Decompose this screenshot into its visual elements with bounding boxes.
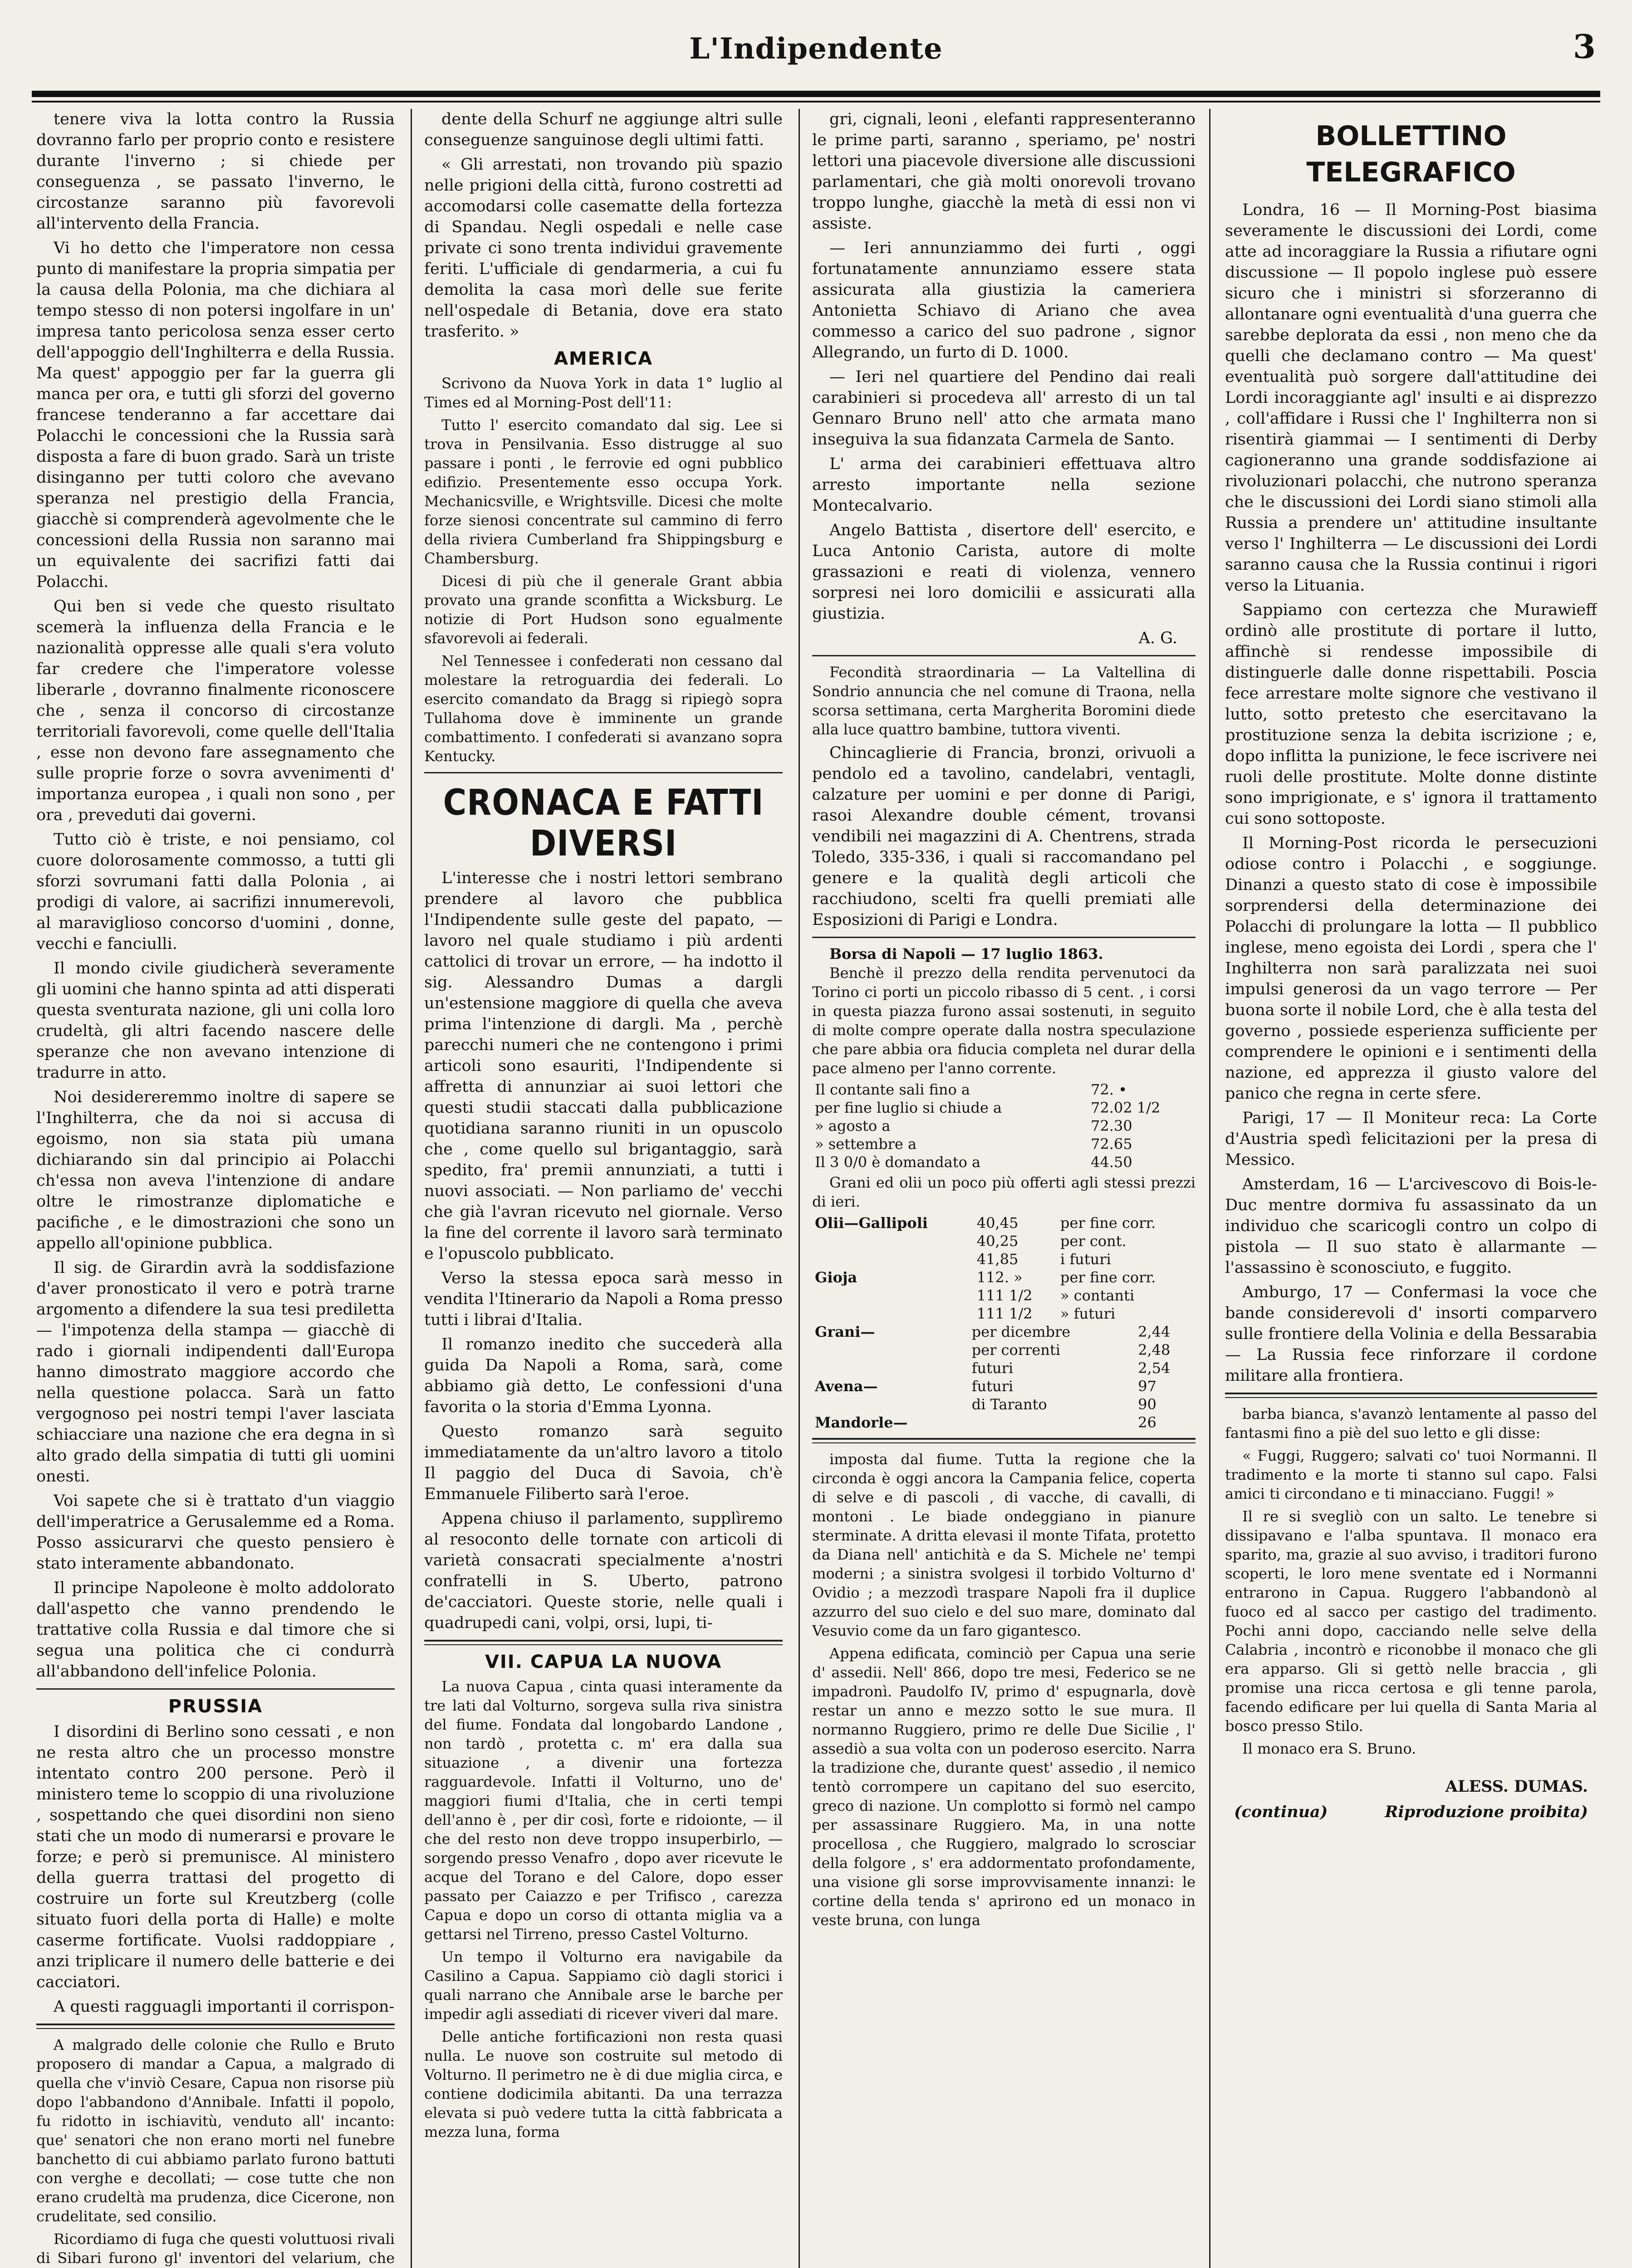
america-article [424, 374, 783, 766]
prussia-heading: PRUSSIA [168, 1696, 263, 1717]
paragraph: Tutto l' esercito comandato dal sig. Lee si trova in Pensilvania. Esso distrugge al suo passare i ponti , le ferrovie ed ogni pubblico edifizio. Presentemente esso occupa York. Mechanicsville, e Wrightsville. Dicesi che molte forze sienosi concentrate sul cammino di ferro della riviera Cumberland fra Shippingsburg e Chambersburg. [424, 416, 783, 567]
column-divider [1209, 109, 1211, 2268]
paragraph: « Gli arrestati, non trovando più spazio nelle prigioni della città, furono costretti ad accomodarsi colle casematte della fortezza di Spandau. Negli ospedali e nelle case private ci sono trenta individui gravemente feriti. L'ufficiale di gendarmeria, a cui fu demolita la casa morì delle sue ferite nell'ospedale di Betania, dove era stato trasferito. » [424, 156, 783, 341]
separator [812, 937, 1196, 938]
table-cell: » contanti [1060, 1287, 1135, 1304]
paragraph: Appena edificata, cominciò per Capua una serie d' assedii. Nell' 866, dopo tre mesi, Federico se ne impadronì. Paudolfo IV, primo d' espugnarla, dovè restar un anno e mezzo sotto le sue mura. Il normanno Ruggiero, primo re delle Due Sicilie , l' assediò a sua volta con un poderoso esercito. Narra la tradizione che, durante quest' assedio , il nemico tentò corrompere un capitano del suo esercito, greco di nazione. Un complotto si formò nel campo per assassinare Ruggiero. Ma, in una notte procellosa , che Ruggiero, malgrado lo scrosciar della folgore , s' era addormentato profondamente, una visione gli sorse improvvisamente innanzi: le cortine della tenda s' aprirono ed un monaco in veste bruna, con lunga [812, 1645, 1196, 1929]
column-4 [1225, 109, 1597, 2268]
page-number: 3 [1573, 27, 1596, 66]
table-cell: per fine corr. [1060, 1269, 1156, 1286]
paragraph: La nuova Capua , cinta quasi interamente da tre lati dal Volturno, sorgeva sulla riva sinistra del fiume. Fondata dal longobardo Landone , non tardò , protetta c. m' era dalla sua situazione , a divenir una fortezza ragguardevole. Infatti il Volturno, uno de' maggiori fiumi d'Italia, che in certi tempi dell'anno è , per dir così, forte e ridoionte, — il che del resto non deve troppo insuperbirlo, — sorgendo presso Venafro , dopo aver ricevute le acque del Torano e del Calore, dopo esser passato per Caiazzo e per Trifisco , carezza Capua e dopo un corso di ottanta miglia va a gettarsi nel Tirreno, presso Castel Volturno. [424, 1678, 783, 1943]
fecondita-notice: Fecondità straordinaria — La Valtellina di Sondrio annuncia che nel comune di Traona, nella scorsa settimana, certa Margherita Boromini diede alla luce quattro bambine, tuttora viventi. [812, 664, 1196, 738]
paragraph: Il principe Napoleone è molto addolorato dall'aspetto che vanno prendendo le trattative colla Russia e dal timore che si segua una politica che ci condurrà all'abbandono dell'infelice Polonia. [36, 1579, 395, 1681]
paragraph: Tutto ciò è triste, e noi pensiamo, col cuore dolorosamente commosso, a tutti gli sforzi sovrumani fatti dalla Polonia , ai prodigi di valore, ai sacrifizi innumerevoli, al maraviglioso concorso d'uomini , donne, vecchi e fanciulli. [36, 831, 395, 953]
table-cell [812, 1305, 974, 1323]
separator [36, 1688, 395, 1690]
table-cell [812, 1250, 974, 1268]
table-cell [812, 1232, 974, 1250]
table-cell: di Taranto [971, 1396, 1047, 1413]
politics-article [36, 109, 395, 1682]
rendita-row [812, 1135, 1196, 1153]
capua-heading: VII. CAPUA LA NUOVA [485, 1652, 722, 1672]
cronaca-heading: CRONACA E FATTI DIVERSI [443, 782, 764, 864]
column-1 [36, 109, 395, 2268]
table-cell: 90 [1138, 1396, 1157, 1413]
paragraph: L'interesse che i nostri lettori sembrano prendere al lavoro che pubblica l'Indipendente sulle geste del papato, — lavoro nel quale studiamo i più ardenti cattolici di trovar un errore, — ha indotto il sig. Alessandro Dumas a dargli un'estensione maggiore di quella che aveva prima l'intenzione di dargli. Ma , perchè parecchi numeri che ne contengono i primi articoli sono esauriti, l'Indipendente si affretta di annunziar ai suoi lettori che questi studii staccati dalla pubblicazione quotidiana saranno riuniti in un opuscolo che , come quello sul brigantaggio, sarà spedito, fra' premii annunziati, a tutti i nuovi associati. — Non parliamo de' vecchi che già l'avran ricevuto nel giornale. Verso la fine del corrente il lavoro sarà terminato e l'opuscolo pubblicato. [424, 869, 783, 1263]
paragraph: Londra, 16 — Il Morning-Post biasima severamente le discussioni dei Lordi, come atte ad incoraggiare la Russia a rifiutare ogni discussione — Il popolo inglese può essere sicuro che i ministri si sforzeranno di allontanare ogni eventualità d'una guerra che sarebbe deplorata da essi , non meno che da quelli che declamano contro — Ma quest' eventualità può sorgere dall'attitudine dei Lordi incoraggiante agl' insulti e ai disprezzo , coll'affidare i Russi che l' Inghilterra non si risentirà giammai — I sentimenti di Derby cagioneranno una grande soddisfazione ai rivoluzionari polacchi, che nutrono speranza che le discussioni dei Lordi siano stimoli alla Russia a prendere un' attitudine insultante verso l' Inghilterra — Le discussioni dei Lordi saranno causa che la Russia continui i rigori verso la Lituania. [1225, 201, 1597, 595]
table-cell: Olii—Gallipoli [815, 1214, 928, 1232]
table-cell: 111 1/2 [976, 1287, 1033, 1304]
table-cell: 41,85 [976, 1251, 1019, 1268]
table-cell: » agosto a [815, 1117, 891, 1134]
feuilleton-capua-continued [812, 1450, 1196, 1930]
feuilleton-rule [424, 1640, 783, 1645]
table-cell: 111 1/2 [976, 1305, 1033, 1322]
column-2 [424, 109, 783, 2268]
table-cell: Il contante sali fino a [815, 1081, 970, 1098]
grani-row [812, 1359, 1196, 1377]
table-cell: futuri [971, 1359, 1014, 1377]
paragraph: Voi sapete che si è trattato d'un viaggio dell'imperatrice a Gerusalemme ed a Roma. Posso assicurarvi che questo pensiero è stato interamente abbandonato. [36, 1492, 395, 1573]
table-cell: 2,44 [1138, 1323, 1171, 1340]
grani-row [812, 1323, 1196, 1341]
paragraph: Il Morning-Post ricorda le persecuzioni odiose contro i Polacchi , e soggiunge. Dinanzi a questo stato di cose è impossibile sorprendersi della determinazione dei Polacchi di prolungare la lotta — Il pubblico inglese, meno egoista dei Lordi , spera che l' Inghilterra non sarà paralizzata nei suoi impulsi generosi da un vago terrore — Per buona sorte il nobile Lord, che è alla testa del governo , possiede esperienza sufficiente per comprendere le opinioni e i sentimenti della nazione, ed apprezza il giusto valore del panico che regna in certe sfere. [1225, 834, 1597, 1103]
table-cell: 44.50 [1091, 1154, 1132, 1171]
paragraph: Appena chiuso il parlamento, supplìremo al resoconto delle tornate con articoli di varietà consacrati specialmente a'nostri confratelli in S. Uberto, patrono de'cacciatori. Queste storie, nelle quali i quadrupedi cani, volpi, orsi, lupi, ti- [424, 1510, 783, 1632]
paragraph: Sappiamo con certezza che Murawieff ordinò alle prostitute di portare il lutto, affinchè si rendesse impossibile di distinguerle dalle donne rispettabili. Poscia fece arrestare molte signore che vestivano il lutto, sotto pretesto che esercitavano la prostituzione senza la debita iscrizione ; e, dopo inflitta la punizione, le fece iscrivere nei ruoli delle prostitute. Molte donne distinte sono imprigionate, e s' ignora il trattamento cui sono sottoposte. [1225, 601, 1597, 828]
paragraph: Dicesi di più che il generale Grant abbia provato una grande sconfitta a Wicksburg. Le notizie di Port Hudson sono egualmente sfavorevoli ai federali. [424, 572, 783, 647]
paragraph: barba bianca, s'avanzò lentamente al passo del fantasmi fino a piè del suo letto e gli disse: [1225, 1405, 1597, 1442]
table-cell: futuri [971, 1378, 1014, 1395]
author-initials: A. G. [1138, 629, 1177, 647]
paragraph: Delle antiche fortificazioni non resta quasi nulla. Le nuove son costruite sul metodo di Volturno. Il perimetro ne è di due miglia circa, e contiene dodicimila abitanti. Da una terrazza elevata si può vedere tutta la città fabbricata a mezza luna, forma [424, 2028, 783, 2141]
table-cell: Il 3 0/0 è domandato a [815, 1154, 981, 1171]
table-cell: per dicembre [971, 1323, 1071, 1340]
feuilleton-capua-nuova [424, 1677, 783, 2141]
feuilleton-rule [812, 1438, 1196, 1443]
riproduzione-note: Riproduzione proibita) [1385, 1803, 1588, 1821]
paragraph: A malgrado delle colonie che Rullo e Bruto proposero di mandar a Capua, a malgrado di quella che v'inviò Cesare, Capua non risorse più dopo l'abbandono d'Annibale. Infatti il popolo, fu ridotto in ischiavitù, venduto all' incanto: que' senatori che non erano morti nel funebre banchetto di cui abbiamo parlato furono battuti con verghe e decollati; — cose tutte che non erano crudeltà ma prudenza, dice Cicerone, non crudelitate, sed consilio. [36, 2036, 395, 2225]
cronaca-article [424, 868, 783, 1633]
table-cell: 26 [1138, 1414, 1157, 1431]
newspaper-title: L'Indipendente [689, 32, 943, 66]
paragraph: L' arma dei carabinieri effettuava altro arresto importante nella sezione Montecalvario. [812, 455, 1196, 515]
feuilleton-rule [36, 2024, 395, 2029]
prussia-continued [424, 109, 783, 342]
grani-row [812, 1413, 1196, 1432]
table-cell: 40,45 [976, 1214, 1019, 1232]
table-cell [812, 1341, 969, 1359]
olii-row [812, 1286, 1196, 1305]
paragraph: Questo romanzo sarà seguito immediatamente da un'altro lavoro a titolo Il paggio del Duca di Savoia, ch'è Emmanuele Filiberto sarà l'eroe. [424, 1422, 783, 1503]
feuilleton-rule [1225, 1393, 1597, 1398]
paragraph: Verso la stessa epoca sarà messo in vendita l'Itinerario da Napoli a Roma presso tutti i librai d'Italia. [424, 1269, 783, 1329]
table-cell: i futuri [1060, 1251, 1111, 1268]
paragraph: Ricordiamo di fuga che questi voluttuosi rivali di Sibari furono gl' inventori del velarium, che [36, 2230, 395, 2267]
rendita-table [812, 1080, 1196, 1171]
table-cell: Avena— [815, 1378, 878, 1395]
paragraph: Angelo Battista , disertore dell' esercito, e Luca Antonio Carista, autore di molte grassazioni e reati di violenza, vennero sorpresi nei loro domicilii e assicurati alla giustizia. [812, 521, 1196, 623]
author-signature: ALESS. DUMAS. [1445, 1777, 1588, 1796]
borsa-heading: Borsa di Napoli — 17 luglio 1863. [829, 945, 1103, 963]
separator [424, 772, 783, 773]
paragraph: gri, cignali, leoni , elefanti rappresenteranno le prime parti, saranno , speriamo, pe' nostri lettori una piacevole diversione alle discussioni parlamentari, che già molti onorevoli trovano troppo lunghe, giacchè la metà di essi non vi assiste. [812, 110, 1196, 233]
rendita-row [812, 1117, 1196, 1135]
olii-row [812, 1214, 1196, 1232]
rendita-row [812, 1099, 1196, 1117]
grani-row [812, 1341, 1196, 1359]
paragraph: Nel Tennessee i confederati non cessano dal molestare la retroguardia dei federali. Lo esercito comandato da Bragg si ripiegò sopra Tullahoma dove è imminente un grande combattimento. I confederati si avanzano sopra Kentucky. [424, 652, 783, 765]
table-cell: 112. » [976, 1269, 1023, 1286]
paragraph: Amsterdam, 16 — L'arcivescovo di Bois-le-Duc mentre dormiva fu assassinato da un individuo che scaricogli contro un colpo di pistola — Il suo stato è allarmante — l'assassino è sconosciuto, e fuggito. [1225, 1175, 1597, 1277]
paragraph: Il re si svegliò con un salto. Le tenebre si dissipavano e l'alba spuntava. Il monaco era sparito, ma, grazie al suo avviso, i traditori furono scoperti, le loro mene sventate ed i Normanni entrarono in Capua. Ruggero l'abbandonò al fuoco ed al sacco per castigo del tradimento. Pochi anni dopo, cacciando nelle selve della Calabria , incontrò e riconobbe il monaco che gli era apparso. Gli si gettò nelle braccia , gli promise una ricca certosa e gli tenne parola, facendo edificare per lui quella di Santa Maria al bosco presso Stilo. [1225, 1508, 1597, 1735]
feuilleton-ending [1225, 1404, 1597, 1758]
column-divider [799, 109, 800, 2268]
chincaglierie-advert: Chincaglierie di Francia, bronzi, orivuoli a pendolo ed a tavolino, candelabri, ventagli, calzature per uomini e per donne di Parigi, rasoi Alexandre double cément, trovansi vendibili nei magazzini di A. Chentrens, strada Toledo, 335-336, i quali si raccomandano pel genere e la qualità degli articoli che racchiudono, scelti fra quelli premiati alle Esposizioni di Parigi e Londra. [812, 744, 1196, 929]
column-3 [812, 109, 1196, 2268]
bollettino-heading: BOLLETTINO TELEGRAFICO [1306, 120, 1516, 188]
table-cell: 97 [1138, 1378, 1157, 1395]
table-cell: 72. • [1091, 1081, 1127, 1098]
cronaca-continued [812, 109, 1196, 624]
table-cell: per fine corr. [1060, 1214, 1156, 1232]
continua-note: (continua) [1234, 1803, 1328, 1821]
table-cell: 40,25 [976, 1232, 1019, 1250]
paragraph: I disordini di Berlino sono cessati , e non ne resta altro che un processo monstre intentato contro 200 persone. Però il ministero teme lo scoppio di una rivoluzione , sospettando che quei disordini non sieno stati che un modo di numerarsi e provare le forze; e però si premunisce. Al ministero della guerra trattasi del progetto di costruire un forte sul Kreutzberg (colle situato fuori della porta di Halle) e molte caserme fortificate. Vuolsi raddoppiare , anzi triplicare il numero delle batterie e dei cacciatori. [36, 1723, 395, 1991]
grani-note: Grani ed olii un poco più offerti agli stessi prezzi di ieri. [812, 1174, 1196, 1210]
table-cell [812, 1359, 969, 1377]
grani-table [812, 1323, 1196, 1432]
rendita-row [812, 1080, 1196, 1099]
paragraph: imposta dal fiume. Tutta la regione che la circonda è oggi ancora la Campania felice, coperta di selve e di pascoli , di vacche, di cavalli, di montoni . Le biade ondeggiano in pianure sterminate. A dritta elevasi il monte Tifata, protetto da Diana nell' antichità e da S. Michele ne' tempi moderni ; a sinistra svolgesi il torbido Volturno d' Ovidio ; a mezzodì traspare Napoli fra il duplice azzurro del suo cielo e del suo mare, dominato dal Vesuvio come da un faro gigantesco. [812, 1451, 1196, 1639]
paragraph: Il romanzo inedito che succederà alla guida Da Napoli a Roma, sarà, come abbiamo già detto, Le confessioni d'una favorita o la storia d'Emma Lyonna. [424, 1335, 783, 1416]
table-cell: 2,54 [1138, 1359, 1171, 1377]
olii-row [812, 1250, 1196, 1268]
table-cell: per fine luglio si chiude a [815, 1099, 1002, 1116]
table-cell: » futuri [1060, 1305, 1116, 1322]
header-rule-thin [32, 101, 1600, 103]
table-cell [812, 1395, 969, 1413]
table-cell: Grani— [815, 1323, 875, 1340]
feuilleton-footer [1234, 1802, 1588, 1823]
masthead [32, 14, 1600, 82]
rendita-row [812, 1153, 1196, 1171]
paragraph: — Ieri annunziammo dei furti , oggi fortunatamente annunziamo essere stata assicurata alla giustizia la cameriera Antonietta Schiavo di Ariano che avea commesso a carico del suo padrone , signor Allegrando, un furto di D. 1000. [812, 239, 1196, 362]
olii-table [812, 1214, 1196, 1323]
table-cell: 72.02 1/2 [1091, 1099, 1161, 1116]
paragraph: Parigi, 17 — Il Moniteur reca: La Corte d'Austria spedì felicitazioni per la presa di Messico. [1225, 1109, 1597, 1169]
table-cell: per cont. [1060, 1232, 1127, 1250]
table-cell [812, 1286, 974, 1305]
separator [812, 655, 1196, 656]
paragraph: Il monaco era S. Bruno. [1242, 1740, 1416, 1757]
paragraph: « Fuggi, Ruggero; salvati co' tuoi Normanni. Il tradimento e la morte ti stanno sul capo. Falsi amici ti circondano e ti minacciano. Fuggi! » [1225, 1447, 1597, 1502]
table-cell: Mandorle— [815, 1414, 908, 1431]
telegraph-bulletin [1225, 200, 1597, 1386]
america-heading: AMERICA [554, 348, 653, 369]
paragraph: Scrivono da Nuova York in data 1° luglio al Times ed al Morning-Post dell'11: [424, 375, 783, 411]
paragraph: dente della Schurf ne aggiunge altri sulle conseguenze sanguinose degli ultimi fatti. [424, 110, 783, 149]
table-cell: per correnti [971, 1341, 1060, 1359]
paragraph: tenere viva la lotta contro la Russia dovranno farlo per proprio conto e resistere durante l'inverno ; si chiede per conseguenza , se passato l'inverno, le circostanze saranno più favorevoli all'intervento della Francia. [36, 110, 395, 233]
borsa-text: Benchè il prezzo della rendita pervenutoci da Torino ci porti un piccolo ribasso di 5 cent. , i corsi in questa piazza furono assai sostenuti, in seguito di molte compre operate dalla nostra speculazione che pare abbia ora fiducia completa nel durar della pace almeno per l'anno corrente. [812, 964, 1196, 1077]
table-cell: 72.30 [1091, 1117, 1132, 1134]
prussia-article [36, 1721, 395, 2017]
paragraph: A questi ragguagli importanti il corrispon- [54, 1998, 395, 2016]
paragraph: Vi ho detto che l'imperatore non cessa punto di manifestare la propria simpatia per la causa della Polonia, ma che dichiara al tempo stesso di non potersi ingolfare in un' impresa tanto pericolosa senza esser certo dell'appoggio dell'Inghilterra e della Russia. Ma quest' appoggio per far la guerra gli manca per ora, e tutti gli sforzi del governo francese tenderanno a far accettare dai Polacchi le concessioni che la Russia sarà disposta a fare di buon grado. Sarà un triste disinganno per tutti coloro che avevano speranza nel prestigio della Francia, giacchè si comprenderà agevolmente che le concessioni della Russia non saranno mai un equivalente dei sacrifizi fatti dai Polacchi. [36, 239, 395, 591]
olii-row [812, 1268, 1196, 1286]
header-rule-thick [32, 91, 1600, 97]
grani-row [812, 1395, 1196, 1413]
olii-row [812, 1305, 1196, 1323]
paragraph: Un tempo il Volturno era navigabile da Casilino a Capua. Sappiamo ciò dagli storici i quali narrano che Annibale arse le barche per impedir agli assediati di ricever viveri dal mare. [424, 1948, 783, 2023]
feuilleton-capua [36, 2035, 395, 2268]
paragraph: — Ieri nel quartiere del Pendino dai reali carabinieri si procedeva all' arresto di un tal Gennaro Bruno nell' atto che armata mano inseguiva la sua fidanzata Carmela de Santo. [812, 368, 1196, 449]
paragraph: Il mondo civile giudicherà severamente gli uomini che hanno spinta ad atti disperati questa sventurata nazione, gli uni colla loro crudeltà, gli altri facendo nascere delle speranze che non avevano intenzione di tradurre in atto. [36, 959, 395, 1082]
table-cell: 72.65 [1091, 1135, 1132, 1153]
olii-row [812, 1232, 1196, 1250]
paragraph: Noi desidereremmo inoltre di sapere se l'Inghilterra, che da noi si accusa di egoismo, non sia stata più umana dichiarando sin dal principio ai Polacchi ch'essa non aveva l'intenzione di andare oltre le rimostranze diplomatiche e pacifiche , e le dimostrazioni che sono un appello all'opinione pubblica. [36, 1088, 395, 1252]
table-cell: Gioja [815, 1269, 858, 1286]
table-cell [969, 1413, 1135, 1432]
grani-row [812, 1377, 1196, 1395]
table-cell: » settembre a [815, 1135, 917, 1153]
table-cell: 2,48 [1138, 1341, 1171, 1359]
paragraph: Qui ben si vede che questo risultato scemerà la influenza della Francia e le nazionalità oppresse alle quali s'era voluto far credere che l'imperatore volesse liberarle , dovranno finalmente riconoscere che , senza il concorso di circostanze territoriali favorevoli, come quelle dell'Italia , esse non devono fare assegnamento che sulle proprie forze o sovra avvenimenti d' importanza europea , i quali non sono , per ora , preveduti dai governi. [36, 597, 395, 824]
paragraph: Amburgo, 17 — Confermasi la voce che bande considerevoli d' insorti comparvero sulle frontiere della Volinia e della Bessarabia — La Russia fece rinforzare il cordone militare alla frontiera. [1225, 1283, 1597, 1385]
column-divider [411, 109, 412, 2268]
paragraph: Il sig. de Girardin avrà la soddisfazione d'aver pronosticato il vero e potrà trarne argomento a difendere la sua tesi prediletta — l'impotenza della stampa — giacchè di rado i giornali indipendenti dall'Europa hanno dimostrato maggiore accordo che nella questione polacca. Sarà un fatto vergognoso pei nostri tempi l'aver lasciata schiacciare una nazione che era degna in sì alto grado della simpatia di tutti gli uomini onesti. [36, 1259, 395, 1486]
